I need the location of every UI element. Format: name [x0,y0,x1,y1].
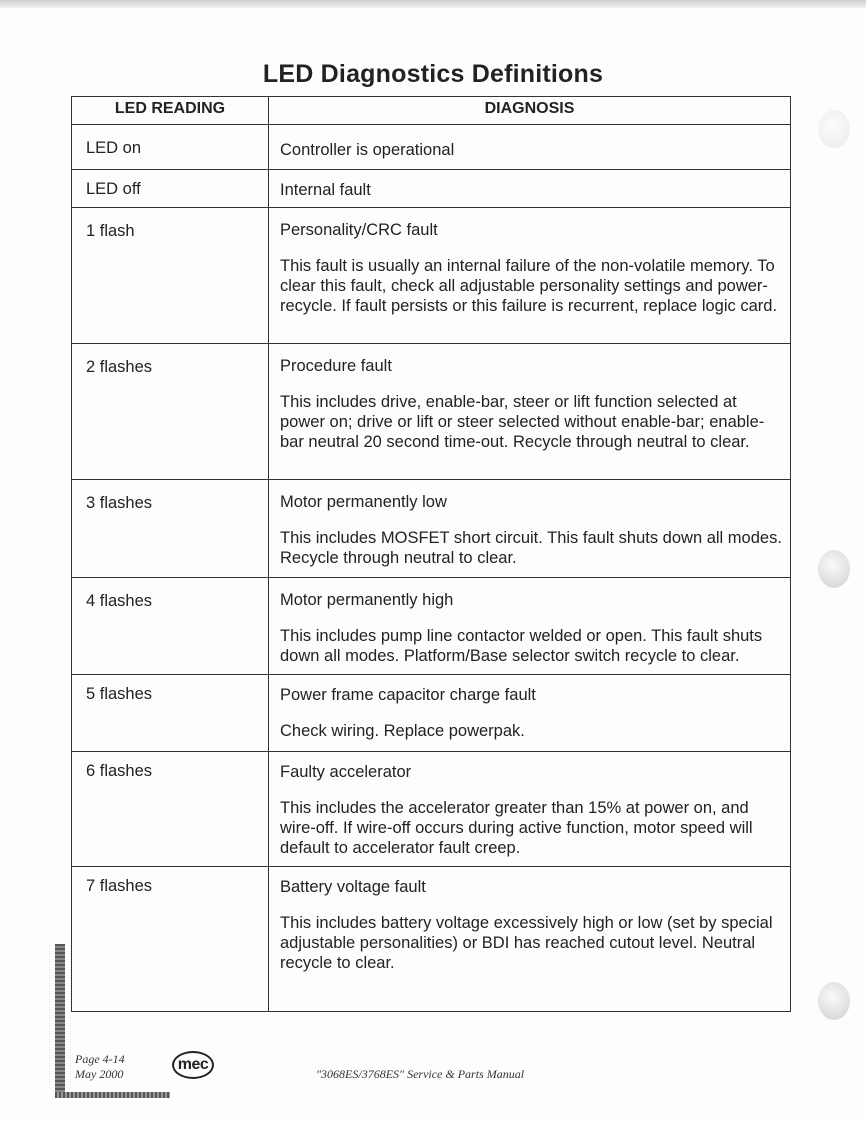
diagnosis-detail: This fault is usually an internal failure of the non-volatile memory. To clear this fault, check all adjustable personality settings and power-recycle. If fault persists or this failure is recurrent, replace logic card. [280,257,778,315]
diagnosis-head: Power frame capacitor charge fault [280,686,536,704]
diagnosis-head: Battery voltage fault [280,878,426,896]
diagnosis-cell [269,867,791,1012]
scan-top-edge [0,0,866,8]
led-reading-cell: 1 flash [72,208,269,344]
diagnosis-cell [269,752,791,867]
mec-logo: mec [172,1051,214,1079]
manual-title: "3068ES/3768ES" Service & Parts Manual [316,1067,525,1081]
diagnosis-cell [269,344,791,480]
diagnosis-detail: This includes MOSFET short circuit. This fault shuts down all modes. Recycle through neutral to clear. [280,529,782,567]
led-reading-cell: 5 flashes [72,675,269,752]
diagnosis-head: Personality/CRC fault [280,221,438,239]
binder-hole-top [818,110,850,148]
diagnosis-cell [269,208,791,344]
diagnosis-head: Motor permanently low [280,493,447,511]
led-reading-cell: LED on [72,125,269,170]
diagnosis-detail: This includes the accelerator greater than 15% at power on, and wire-off. If wire-off occurs during active function, motor speed will default to accelerator fault creep. [280,799,753,857]
led-diagnostics-table [71,96,791,1012]
diagnosis-detail: This includes drive, enable-bar, steer or lift function selected at power on; drive or lift or steer selected without enable-bar; enable-bar neutral 20 second time-out. Recycle through neutral to clear. [280,393,765,451]
page-number: Page 4-14 [75,1052,125,1066]
diagnosis-detail: Check wiring. Replace powerpak. [280,722,525,740]
diagnosis-head: Procedure fault [280,357,392,375]
diagnosis-cell [269,578,791,675]
table-row [72,208,791,344]
section-edge-marker [55,944,65,1094]
table-header-row [72,97,791,125]
led-reading-cell: 4 flashes [72,578,269,675]
binder-hole-bottom [818,982,850,1020]
footer-page-info [75,1052,125,1082]
table-row [72,752,791,867]
diagnosis-head: Controller is operational [280,141,455,159]
led-reading-cell: 3 flashes [72,480,269,578]
table-row [72,344,791,480]
diagnosis-head: Faulty accelerator [280,763,412,781]
table-row [72,170,791,208]
led-reading-cell: 7 flashes [72,867,269,1012]
table-row [72,675,791,752]
table-row [72,125,791,170]
footer-edge-marker [55,1092,170,1098]
led-reading-cell: 2 flashes [72,344,269,480]
diagnosis-cell [269,125,791,170]
table-row [72,480,791,578]
led-reading-cell: 6 flashes [72,752,269,867]
diagnosis-cell [269,675,791,752]
page-date: May 2000 [75,1067,124,1081]
column-header-led-reading: LED READING [72,97,269,125]
page-title: LED Diagnostics Definitions [262,60,604,88]
diagnosis-head: Internal fault [280,181,371,199]
led-reading-cell: LED off [72,170,269,208]
binder-hole-middle [818,550,850,588]
column-header-diagnosis: DIAGNOSIS [269,97,791,125]
table-row [72,867,791,1012]
diagnosis-head: Motor permanently high [280,591,454,609]
diagnosis-cell [269,480,791,578]
diagnosis-detail: This includes battery voltage excessively high or low (set by special adjustable personalities) or BDI has reached cutout level. Neutral recycle to clear. [280,914,773,972]
diagnosis-detail: This includes pump line contactor welded or open. This fault shuts down all modes. Platform/Base selector switch recycle to clear. [280,627,763,665]
table-row [72,578,791,675]
diagnosis-cell [269,170,791,208]
